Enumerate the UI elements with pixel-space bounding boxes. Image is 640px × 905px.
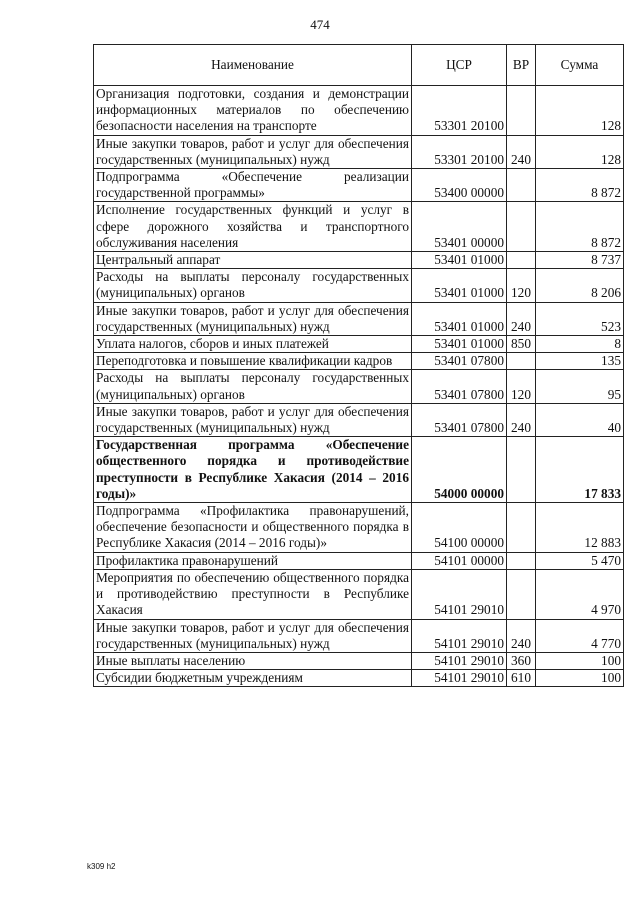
footer-code: k309 h2 <box>87 862 116 871</box>
page-number: 474 <box>310 17 330 32</box>
table-row <box>94 336 624 353</box>
cell-sum: 8 872 <box>536 202 624 252</box>
cell-vr: 360 <box>507 652 536 669</box>
table-row <box>94 619 624 652</box>
header-sum: Сумма <box>536 45 624 86</box>
cell-name: Иные закупки товаров, работ и услуг для обеспечения государственных (муниципальных) нужд <box>94 403 412 436</box>
cell-csr: 54100 00000 <box>412 503 507 553</box>
cell-sum: 8 872 <box>536 169 624 202</box>
cell-name: Иные закупки товаров, работ и услуг для обеспечения государственных (муниципальных) нужд <box>94 619 412 652</box>
cell-vr <box>507 169 536 202</box>
cell-vr <box>507 552 536 569</box>
cell-name: Иные закупки товаров, работ и услуг для обеспечения государственных (муниципальных) нужд <box>94 302 412 335</box>
cell-name: Субсидии бюджетным учреждениям <box>94 670 412 687</box>
cell-sum: 95 <box>536 370 624 403</box>
table-row <box>94 437 624 503</box>
cell-csr: 53400 00000 <box>412 169 507 202</box>
cell-name: Расходы на выплаты персоналу государственных (муниципальных) органов <box>94 370 412 403</box>
table-row <box>94 202 624 252</box>
cell-vr <box>507 86 536 136</box>
cell-csr: 53401 07800 <box>412 370 507 403</box>
cell-csr: 54101 29010 <box>412 619 507 652</box>
table-row <box>94 269 624 302</box>
table-row <box>94 302 624 335</box>
cell-name: Профилактика правонарушений <box>94 552 412 569</box>
table-header-row <box>94 45 624 86</box>
cell-sum: 8 <box>536 336 624 353</box>
cell-name: Центральный аппарат <box>94 252 412 269</box>
header-csr: ЦСР <box>412 45 507 86</box>
cell-csr: 53401 01000 <box>412 252 507 269</box>
cell-csr: 53301 20100 <box>412 135 507 168</box>
table-row <box>94 135 624 168</box>
cell-name: Иные выплаты населению <box>94 652 412 669</box>
table-row <box>94 670 624 687</box>
cell-name: Подпрограмма «Обеспечение реализации государственной программы» <box>94 169 412 202</box>
cell-sum: 100 <box>536 652 624 669</box>
cell-name: Организация подготовки, создания и демонстрации информационных материалов по обеспечению безопасности населения на транспорте <box>94 86 412 136</box>
header-name: Наименование <box>94 45 412 86</box>
cell-vr: 120 <box>507 269 536 302</box>
cell-csr: 53401 01000 <box>412 302 507 335</box>
cell-sum: 128 <box>536 135 624 168</box>
table-row <box>94 503 624 553</box>
table-row <box>94 252 624 269</box>
table-row <box>94 370 624 403</box>
cell-sum: 8 737 <box>536 252 624 269</box>
cell-sum: 4 970 <box>536 569 624 619</box>
cell-vr <box>507 437 536 503</box>
cell-csr: 54101 29010 <box>412 569 507 619</box>
cell-csr: 54101 29010 <box>412 652 507 669</box>
table-row <box>94 169 624 202</box>
cell-csr: 53401 01000 <box>412 336 507 353</box>
cell-name: Расходы на выплаты персоналу государственных (муниципальных) органов <box>94 269 412 302</box>
table-body <box>94 86 624 687</box>
cell-sum: 40 <box>536 403 624 436</box>
cell-vr <box>507 569 536 619</box>
cell-name: Исполнение государственных функций и услуг в сфере дорожного хозяйства и транспортного обслуживания населения <box>94 202 412 252</box>
cell-vr: 850 <box>507 336 536 353</box>
cell-vr <box>507 503 536 553</box>
table-row <box>94 353 624 370</box>
cell-sum: 8 206 <box>536 269 624 302</box>
cell-name: Мероприятия по обеспечению общественного порядка и противодействию преступности в Республике Хакасия <box>94 569 412 619</box>
cell-csr: 53401 01000 <box>412 269 507 302</box>
cell-sum: 4 770 <box>536 619 624 652</box>
cell-vr: 610 <box>507 670 536 687</box>
cell-csr: 54101 29010 <box>412 670 507 687</box>
cell-vr: 120 <box>507 370 536 403</box>
cell-sum: 100 <box>536 670 624 687</box>
cell-vr: 240 <box>507 619 536 652</box>
cell-vr: 240 <box>507 302 536 335</box>
cell-name: Государственная программа «Обеспечение общественного порядка и противодействие преступности в Республике Хакасия (2014 – 2016 годы)» <box>94 437 412 503</box>
cell-sum: 128 <box>536 86 624 136</box>
cell-vr <box>507 353 536 370</box>
cell-name: Переподготовка и повышение квалификации кадров <box>94 353 412 370</box>
header-vr: ВР <box>507 45 536 86</box>
table-row <box>94 403 624 436</box>
cell-csr: 53401 07800 <box>412 353 507 370</box>
cell-csr: 54101 00000 <box>412 552 507 569</box>
cell-sum: 17 833 <box>536 437 624 503</box>
cell-vr <box>507 252 536 269</box>
cell-csr: 53301 20100 <box>412 86 507 136</box>
table-row <box>94 86 624 136</box>
cell-name: Уплата налогов, сборов и иных платежей <box>94 336 412 353</box>
table-row <box>94 569 624 619</box>
cell-sum: 5 470 <box>536 552 624 569</box>
budget-table <box>93 44 624 687</box>
cell-vr: 240 <box>507 135 536 168</box>
cell-sum: 523 <box>536 302 624 335</box>
cell-vr: 240 <box>507 403 536 436</box>
cell-sum: 12 883 <box>536 503 624 553</box>
cell-name: Подпрограмма «Профилактика правонарушений, обеспечение безопасности и общественного порядка в Республике Хакасия (2014 – 2016 годы)» <box>94 503 412 553</box>
cell-csr: 53401 00000 <box>412 202 507 252</box>
cell-csr: 53401 07800 <box>412 403 507 436</box>
table-row <box>94 652 624 669</box>
cell-csr: 54000 00000 <box>412 437 507 503</box>
cell-name: Иные закупки товаров, работ и услуг для обеспечения государственных (муниципальных) нужд <box>94 135 412 168</box>
table-row <box>94 552 624 569</box>
cell-sum: 135 <box>536 353 624 370</box>
cell-vr <box>507 202 536 252</box>
